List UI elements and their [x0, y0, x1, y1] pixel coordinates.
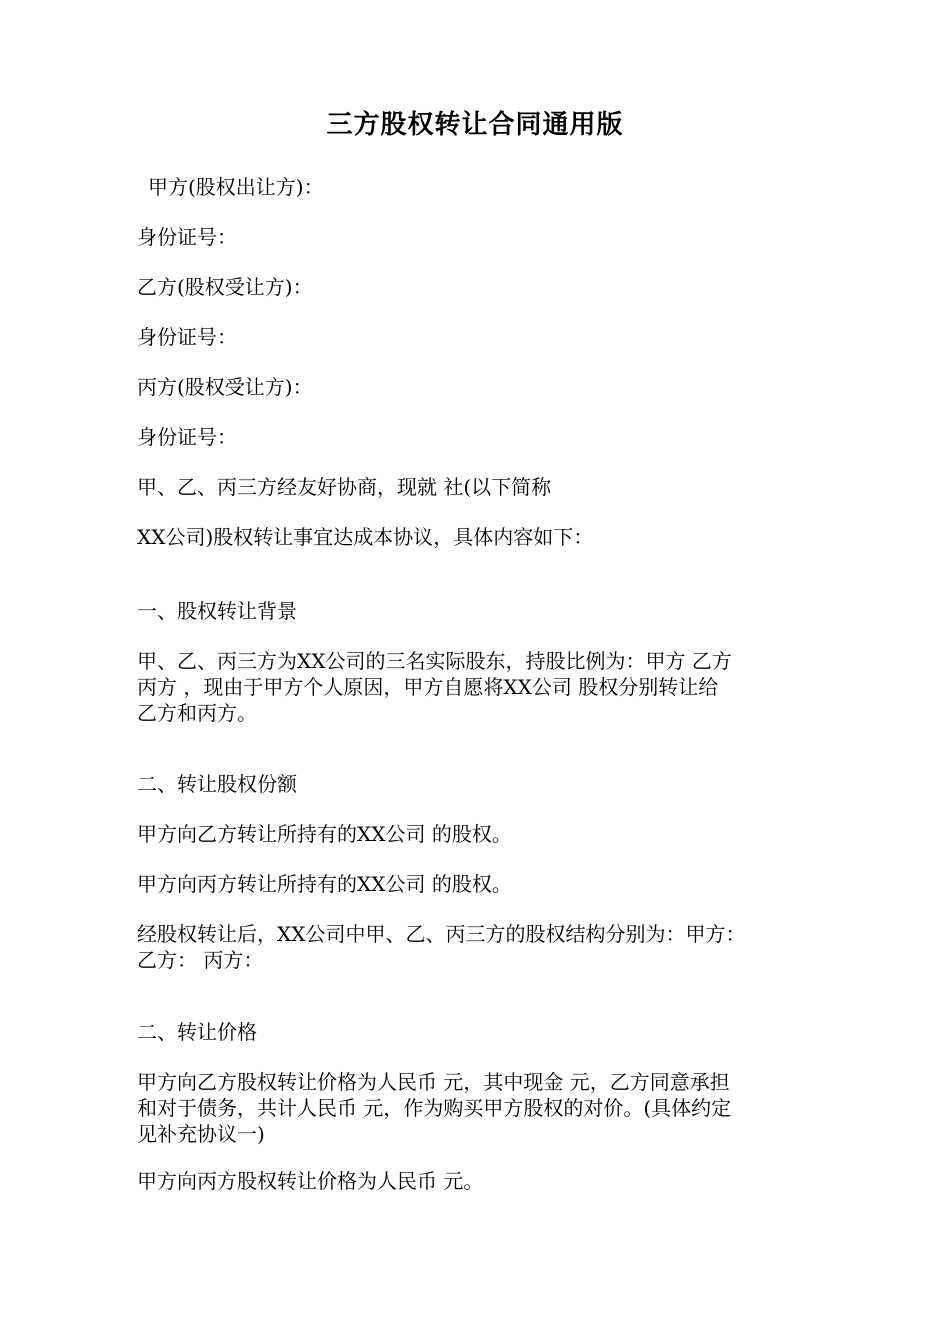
- party-c-id-line: 身份证号：: [137, 425, 237, 449]
- party-b-line: 乙方(股权受让方)：: [137, 275, 313, 299]
- section-1-body-line-1: 甲、乙、丙三方为XX公司的三名实际股东，持股比例为：甲方 乙方: [137, 649, 732, 673]
- intro-line-1: 甲、乙、丙三方经友好协商，现就 社(以下简称: [137, 475, 552, 499]
- section-3-item-2: 甲方向丙方股权转让价格为人民币 元。: [137, 1169, 484, 1193]
- document-title: 三方股权转让合同通用版: [326, 110, 624, 140]
- section-1-body: [137, 648, 817, 726]
- party-c-line: 丙方(股权受让方)：: [137, 375, 313, 399]
- party-a-line: 甲方(股权出让方)：: [148, 175, 324, 199]
- section-2-structure-line-1: 经股权转让后，XX公司中甲、乙、丙三方的股权结构分别为：甲方：: [137, 922, 746, 946]
- section-2-item-1: 甲方向乙方转让所持有的XX公司 的股权。: [137, 822, 512, 846]
- section-2-structure-line-2: 乙方： 丙方：: [137, 948, 264, 972]
- section-1-heading: 一、股权转让背景: [137, 599, 297, 623]
- section-1-body-line-2: 丙方 ，现由于甲方个人原因，甲方自愿将XX公司 股权分别转让给: [137, 675, 719, 699]
- section-3-body-line-3: 见补充协议一): [137, 1122, 265, 1146]
- section-1-body-line-3: 乙方和丙方。: [137, 701, 257, 725]
- section-3-body: [137, 1069, 817, 1147]
- party-a-id-line: 身份证号：: [137, 225, 237, 249]
- intro-line-2: XX公司)股权转让事宜达成本协议，具体内容如下：: [137, 525, 594, 549]
- section-3-heading: 二、转让价格: [137, 1020, 257, 1044]
- section-2-item-2: 甲方向丙方转让所持有的XX公司 的股权。: [137, 872, 512, 896]
- party-b-id-line: 身份证号：: [137, 325, 237, 349]
- section-3-body-line-2: 和对于债务，共计人民币 元，作为购买甲方股权的对价。(具体约定: [137, 1096, 732, 1120]
- section-2-structure: [137, 921, 817, 973]
- section-3-body-line-1: 甲方向乙方股权转让价格为人民币 元，其中现金 元，乙方同意承担: [137, 1070, 730, 1094]
- section-2-heading: 二、转让股权份额: [137, 772, 297, 796]
